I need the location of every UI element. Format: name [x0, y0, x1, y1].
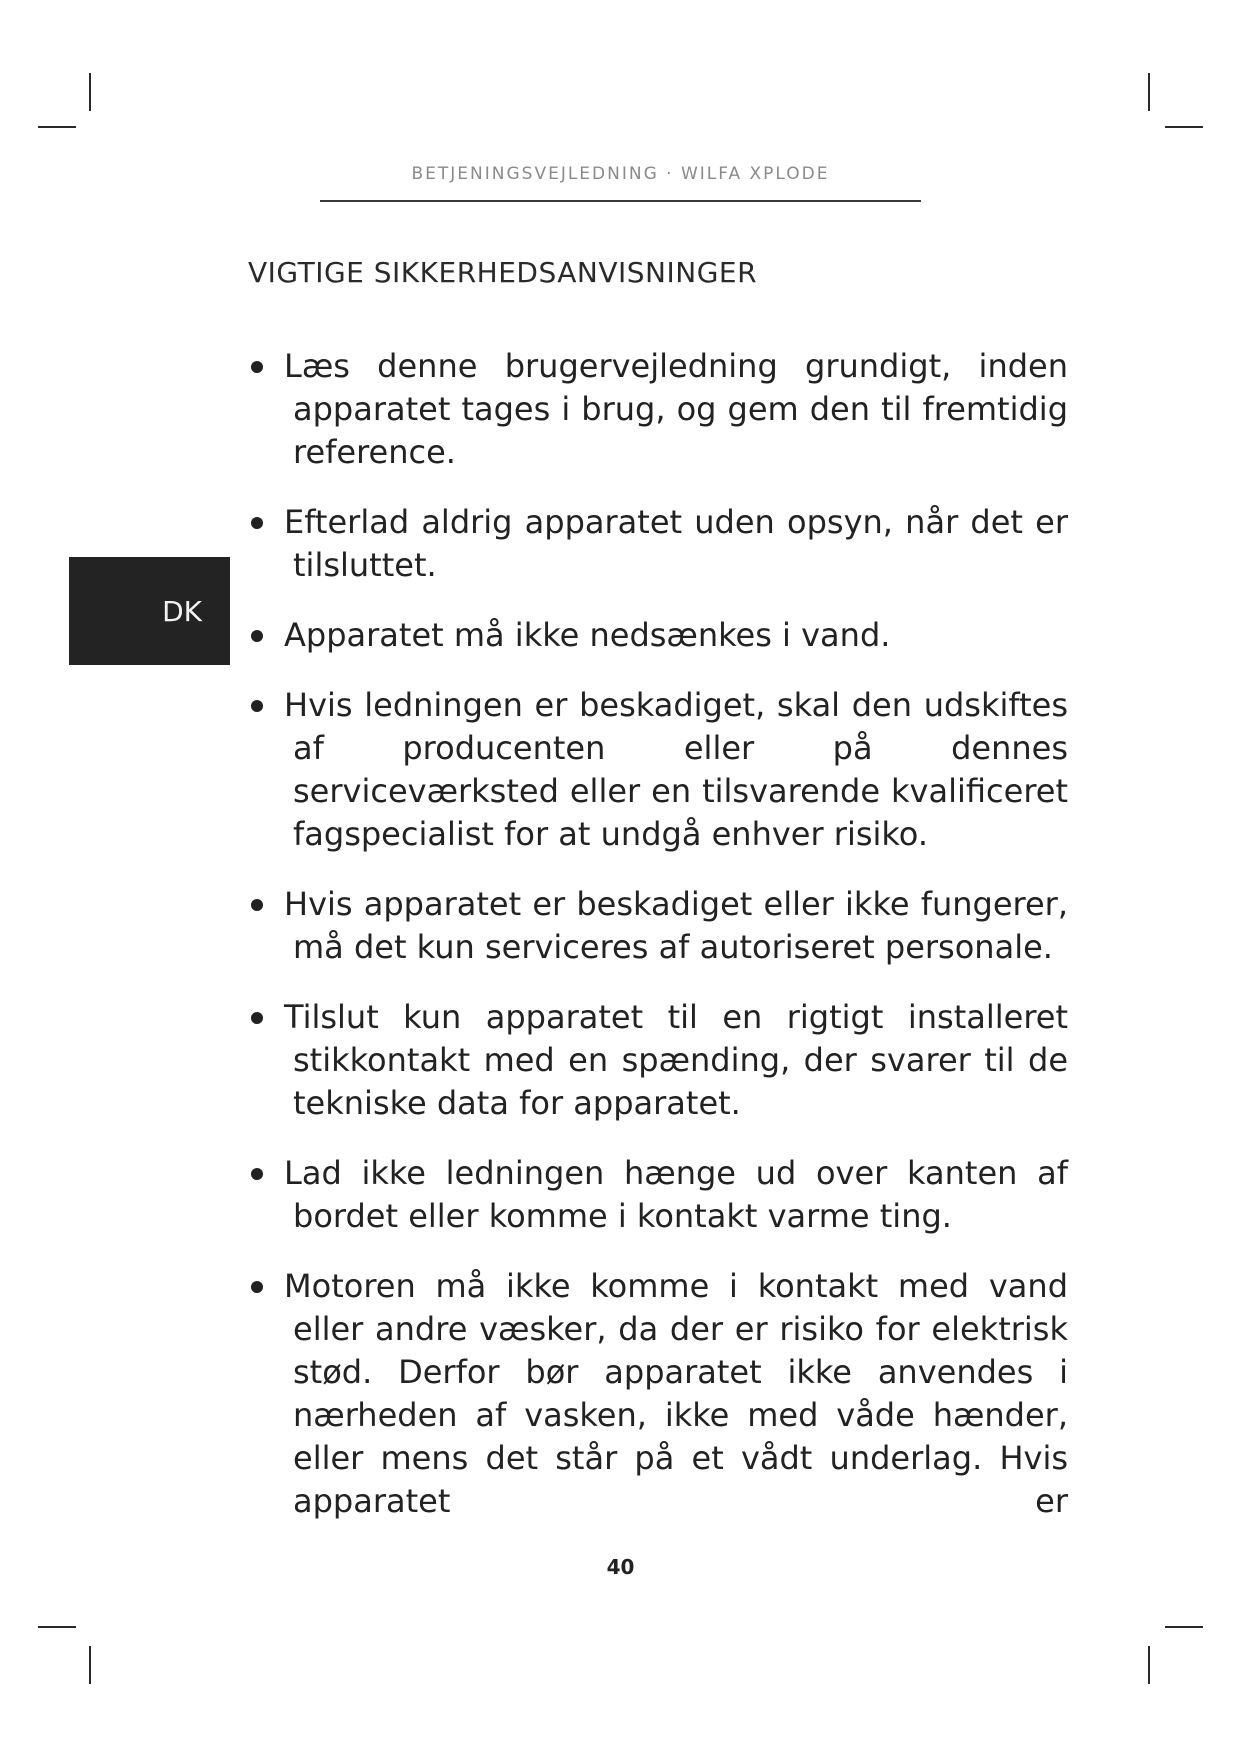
crop-mark	[1148, 73, 1150, 111]
bullet-icon	[251, 517, 263, 529]
header-rule	[320, 200, 921, 202]
running-header: BETJENINGSVEJLEDNING · WILFA XPLODE	[411, 164, 830, 184]
list-item	[248, 996, 1068, 1125]
language-tab	[69, 557, 230, 665]
list-item-text: Lad ikke ledningen hænge ud over kanten af bordet eller komme i kontakt varme ting.	[284, 1154, 1068, 1235]
crop-mark	[89, 1646, 91, 1684]
list-item	[248, 614, 1068, 657]
list-item	[248, 345, 1068, 474]
bullet-icon	[251, 700, 263, 712]
list-item	[248, 1265, 1068, 1523]
crop-mark	[38, 1626, 76, 1628]
crop-mark	[1165, 126, 1203, 128]
crop-mark	[1165, 1626, 1203, 1628]
bullet-icon	[251, 1012, 263, 1024]
crop-mark	[1148, 1646, 1150, 1684]
list-item	[248, 684, 1068, 856]
list-item	[248, 883, 1068, 969]
safety-instructions-list	[248, 345, 1068, 1550]
bullet-icon	[251, 899, 263, 911]
list-item-text: Motoren må ikke komme i kontakt med vand eller andre væsker, da der er risiko for elektrisk stød. Derfor bør apparatet ikke anvendes i nærheden af vasken, ikke med våde hænder, eller mens det står på et vådt underlag. Hvis apparatet er	[284, 1267, 1068, 1520]
bullet-icon	[251, 630, 263, 642]
list-item-text: Hvis apparatet er beskadiget eller ikke fungerer, må det kun serviceres af autoriseret personale.	[284, 885, 1068, 966]
list-item	[248, 501, 1068, 587]
list-item-text: Tilslut kun apparatet til en rigtigt installeret stikkontakt med en spænding, der svarer til de tekniske data for apparatet.	[284, 998, 1068, 1122]
bullet-icon	[251, 1281, 263, 1293]
list-item-text: Hvis ledningen er beskadiget, skal den udskiftes af producenten eller på dennes serviceværksted eller en tilsvarende kvalificeret fagspecialist for at undgå enhver risiko.	[284, 686, 1068, 853]
list-item-text: Efterlad aldrig apparatet uden opsyn, når det er tilsluttet.	[284, 503, 1068, 584]
language-tab-label: DK	[162, 594, 202, 628]
list-item-text: Apparatet må ikke nedsænkes i vand.	[284, 616, 891, 654]
crop-mark	[89, 73, 91, 111]
bullet-icon	[251, 361, 263, 373]
list-item-text: Læs denne brugervejledning grundigt, inden apparatet tages i brug, og gem den til fremtidig reference.	[284, 347, 1068, 471]
list-item	[248, 1152, 1068, 1238]
section-title: VIGTIGE SIKKERHEDSANVISNINGER	[248, 256, 758, 289]
crop-mark	[38, 126, 76, 128]
page-number: 40	[606, 1555, 635, 1579]
bullet-icon	[251, 1168, 263, 1180]
